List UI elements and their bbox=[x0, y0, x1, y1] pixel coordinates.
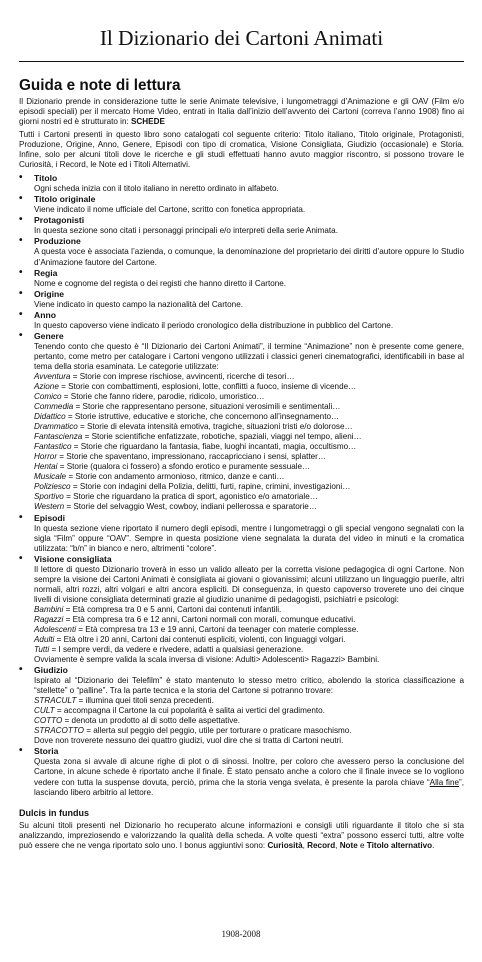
field-origine bbox=[19, 289, 464, 310]
bonus-separator: e bbox=[357, 840, 367, 850]
genre-name: Poliziesco bbox=[34, 482, 71, 492]
dulcis-title: Dulcis in fundus bbox=[19, 807, 90, 818]
level-text: = Età compresa tra 6 e 12 anni, Cartoni normali con morali, comunque educativi. bbox=[63, 614, 356, 624]
field-anno bbox=[19, 310, 464, 331]
judgement-item bbox=[34, 706, 464, 716]
judgement-name: CULT bbox=[34, 706, 55, 716]
dulcis-paragraph bbox=[19, 821, 464, 851]
field-term: • Genere bbox=[34, 330, 64, 341]
genre-name: Fantascienza bbox=[34, 432, 83, 442]
bonus-item: Note bbox=[339, 840, 358, 850]
level-text: = Età compresa tra 0 e 5 anni, Cartoni dai contenuti infantili. bbox=[63, 604, 282, 614]
judgement-name: STRACOTTO bbox=[34, 726, 84, 736]
genre-category bbox=[34, 452, 464, 462]
field-description bbox=[34, 757, 464, 797]
genre-category bbox=[34, 372, 464, 382]
judgement-note: Dove non troverete nessuno dei quattro giudizi, vuol dire che si tratta di Cartoni neutri. bbox=[34, 736, 344, 746]
field-term: • Storia bbox=[34, 746, 59, 757]
genre-category bbox=[34, 502, 464, 512]
field-titolo-originale bbox=[19, 194, 464, 215]
level-name: Ragazzi bbox=[34, 614, 64, 624]
genre-name: Hentai bbox=[34, 462, 58, 472]
field-titolo bbox=[19, 173, 464, 194]
genre-category bbox=[34, 382, 464, 392]
genre-text: = Storie con imprese rischiose, avvincenti, ricerche di tesori… bbox=[70, 371, 295, 381]
field-regia bbox=[19, 268, 464, 289]
bonus-separator: , bbox=[335, 840, 340, 850]
level-name: Bambini bbox=[34, 604, 64, 614]
page-footer: 1908-2008 bbox=[221, 929, 261, 939]
field-description: A questa voce è associata l’azienda, o comunque, la denominazione del proprietario dei diritti d’autore oppure lo Studio d’Animazione fautore del Cartone. bbox=[34, 247, 464, 267]
bonus-separator: , bbox=[302, 840, 308, 850]
judgement-list bbox=[34, 696, 464, 736]
judgement-text: = denota un prodotto al di sotto delle aspettative. bbox=[62, 716, 241, 726]
genre-text: = Storie scientifiche enfatizzate, robotiche, spaziali, viaggi nel tempo, alieni… bbox=[82, 432, 362, 442]
judgement-item bbox=[34, 696, 464, 706]
genre-name: Horror bbox=[34, 452, 58, 462]
schede-label: SCHEDE bbox=[131, 117, 165, 127]
field-term: • Origine bbox=[34, 288, 65, 299]
genre-name: Fantastico bbox=[34, 442, 72, 452]
field-description: In questa sezione viene riportato il numero degli episodi, mentre i lungometraggi o gli special vengono segnalati con la sigla “Film” oppure “OAV”. Sempre in questa posizione viene segnalata la durata del video in minuti e la cromatica utilizzata: “b/n” in bianco e nero, altrimenti “colore”. bbox=[34, 523, 464, 553]
genre-category bbox=[34, 472, 464, 482]
field-term: • Giudizio bbox=[34, 665, 68, 676]
field-term: • Regia bbox=[34, 267, 58, 278]
field-list bbox=[19, 173, 464, 797]
genre-name: Sportivo bbox=[34, 492, 64, 502]
level-name: Adulti bbox=[34, 634, 55, 644]
viewing-level bbox=[34, 645, 464, 655]
intro-paragraph-1 bbox=[19, 97, 464, 127]
genre-category bbox=[34, 402, 464, 412]
genre-category bbox=[34, 412, 464, 422]
field-term: • Anno bbox=[34, 309, 56, 320]
field-giudizio bbox=[19, 665, 464, 746]
field-description: Tenendo conto che questo è “Il Dizionario dei Cartoni Animati”, il termine “Animazione” non è presente come genere, pertanto, come metro per catalogare i Cartoni vengono utilizzati i classici generi cinematografici, identificabili in base al tema della storia esaminata. Le categorie utilizzate: bbox=[34, 341, 464, 371]
genre-category bbox=[34, 482, 464, 492]
viewing-level-list bbox=[34, 605, 464, 655]
genre-text: = Storie con andamento armonioso, ritmico, danze e canti… bbox=[66, 472, 285, 482]
field-visione-consigliata bbox=[19, 554, 464, 665]
header-rule bbox=[19, 61, 464, 62]
field-description: In questa sezione sono citati i personaggi principali e/o interpreti della serie Animata. bbox=[34, 226, 338, 236]
genre-category bbox=[34, 492, 464, 502]
alla-fine-keyword: Alla fine bbox=[429, 777, 460, 787]
field-storia bbox=[19, 746, 464, 797]
genre-category bbox=[34, 392, 464, 402]
field-description: Il lettore di questo Dizionario troverà in esso un valido alleato per la corretta visione pedagogica di ogni Cartone. Non sempre la visione dei Cartoni Animati è consigliata ai giovani o giovanissimi; alcuni utilizzano un linguaggio puerile, altri normali, altri rozzi, altri volgari e altri ancora espliciti. Di conseguenza, in questo capoverso troverete uno dei cinque livelli di visione consigliata determinati grazie al giudizio unanime di pedagogisti, psichiatri e psicologi: bbox=[34, 564, 464, 604]
bonus-item: Curiosità bbox=[267, 840, 303, 850]
field-term: • Titolo bbox=[34, 173, 58, 184]
level-name: Adolescenti bbox=[34, 624, 77, 634]
field-term: • Visione consigliata bbox=[34, 553, 112, 564]
genre-name: Azione bbox=[34, 381, 59, 391]
bonus-item: Record bbox=[307, 840, 336, 850]
intro-paragraph-2: Tutti i Cartoni presenti in questo libro sono catalogati col seguente criterio: Titolo italiano, Titolo originale, Protagonisti, Produzione, Origine, Anno, Genere, Episodi con tipo di cromatica, Visione Consigliata, Giudizio (occasionale) e Storia. Infine, solo per alcuni titoli dove le ricerche e gli studi effettuati hanno avuto maggior riscontro, si possono trovare le Curiosità, i Record, le Note ed i Titoli Alternativi. bbox=[19, 130, 464, 170]
field-description: In questo capoverso viene indicato il periodo cronologico della distribuzione in pubblico del Cartone. bbox=[34, 320, 394, 330]
field-description: Viene indicato in questo campo la nazionalità del Cartone. bbox=[34, 299, 243, 309]
genre-text: = Storie che riguardano la pratica di sport, agonistico e/o amatoriale… bbox=[63, 492, 318, 502]
level-text: = I sempre verdi, da vedere e rivedere, adatti a qualsiasi generazione. bbox=[49, 645, 304, 655]
genre-text: = Storie istruttive, educative e storiche, che concernono all’insegnamento… bbox=[65, 412, 340, 422]
bonus-separator: . bbox=[432, 840, 435, 850]
field-produzione bbox=[19, 236, 464, 267]
genre-text: = Storie (qualora ci fossero) a sfondo erotico e puramente sessuale… bbox=[57, 462, 311, 472]
dulcis-text: Su alcuni titoli presenti nel Dizionario ho recuperato alcune informazioni e consigli utili riguardante il titolo che si sta analizzando, impreziosendo e valorizzando la qualità della scheda. A volte questi “extra” possono esserci tutti, altre volte può essere che ne venga riportato solo uno. I bonus aggiuntivi sono: bbox=[19, 820, 464, 850]
judgement-item bbox=[34, 726, 464, 736]
genre-name: Musicale bbox=[34, 472, 67, 482]
storia-text-start: Questa zona si avvale di alcune righe di plot o di sinossi. Inoltre, per coloro che avessero perso la conclusione del Cartone, in alcune schede è riportato anche il finale. È stato pensato anche a coloro che il finale invece se lo vogliono vedere con tutta la suspense dovuta, perciò, prima che la storia venga svelata, è presente la parola chiave “ bbox=[34, 757, 464, 787]
genre-text: = Storie di elevata intensità emotiva, tragiche, situazioni tristi e/o dolorose… bbox=[77, 422, 353, 432]
viewing-level bbox=[34, 615, 464, 625]
bonus-item: Titolo alternativo bbox=[366, 840, 433, 850]
genre-text: = Storie con combattimenti, esplosioni, lotte, conflitti a fuoco, insieme di vicende… bbox=[58, 381, 357, 391]
judgement-item bbox=[34, 716, 464, 726]
field-genere bbox=[19, 331, 464, 513]
level-text: = Età compresa tra 13 e 19 anni, Cartoni da teenager con materie complesse. bbox=[76, 624, 359, 634]
field-term: • Episodi bbox=[34, 512, 66, 523]
viewing-level bbox=[34, 635, 464, 645]
viewing-level bbox=[34, 605, 464, 615]
genre-text: = Storie che fanno ridere, parodie, ridicolo, umoristico… bbox=[61, 391, 265, 401]
judgement-name: COTTO bbox=[34, 716, 63, 726]
genre-name: Commedia bbox=[34, 401, 74, 411]
genre-name: Comico bbox=[34, 391, 62, 401]
level-name: Tutti bbox=[34, 645, 50, 655]
genre-category bbox=[34, 432, 464, 442]
genre-name: Avventura bbox=[34, 371, 71, 381]
genre-text: = Storie che riguardano la fantasia, fiabe, luoghi incantati, magia, occultismo… bbox=[71, 442, 357, 452]
genre-text: = Storie che spaventano, impressionano, raccapricciano i sensi, splatter… bbox=[57, 452, 326, 462]
genre-name: Drammatico bbox=[34, 422, 78, 432]
field-protagonisti bbox=[19, 215, 464, 236]
section-title: Guida e note di lettura bbox=[19, 77, 181, 94]
field-term: • Titolo originale bbox=[34, 194, 96, 205]
viewing-scale-note: Ovviamente è sempre valida la scala inversa di visione: Adulti> Adolescenti> Ragazzi> Bambini. bbox=[34, 655, 380, 665]
genre-text: = Storie del selvaggio West, cowboy, indiani pellerossa e sparatorie… bbox=[64, 502, 317, 512]
field-description: Ogni scheda inizia con il titolo italiano in neretto ordinato in alfabeto. bbox=[34, 184, 279, 194]
genre-text: = Storie con indagini della Polizia, delitti, furti, rapine, crimini, investigazioni… bbox=[70, 482, 351, 492]
genre-text: = Storie che rappresentano persone, situazioni verosimili e sentimentali… bbox=[73, 401, 341, 411]
judgement-text: = allerta sul peggio del peggio, utile per torturare o praticare masochismo. bbox=[83, 726, 352, 736]
field-episodi bbox=[19, 513, 464, 554]
judgement-text: = illumina quei titoli senza precedenti. bbox=[76, 696, 214, 706]
field-description: Viene indicato il nome ufficiale del Cartone, scritto con fonetica appropriata. bbox=[34, 205, 306, 215]
field-term: • Protagonisti bbox=[34, 215, 85, 226]
intro-text: Il Dizionario prende in considerazione tutte le serie Animate televisive, i lungometraggi d’Animazione e gli OAV (Film e/o episodi speciali) per il mercato Home Video, entrati in Italia dall’inizio dell’avvento dei Cartoni (correva l’anno 1908) fino ai giorni nostri ed è strutturato in: bbox=[19, 97, 464, 127]
viewing-level bbox=[34, 625, 464, 635]
genre-category bbox=[34, 462, 464, 472]
genre-category bbox=[34, 422, 464, 432]
storia-text-end: ”, lasciando libero arbitrio al lettore. bbox=[34, 777, 464, 797]
level-text: = Età oltre i 20 anni, Cartoni dai contenuti espliciti, violenti, con linguaggi volgari. bbox=[54, 634, 346, 644]
book-title: Il Dizionario dei Cartoni Animati bbox=[99, 26, 384, 50]
genre-name: Didattico bbox=[34, 412, 66, 422]
judgement-text: = accompagna il Cartone la cui popolarità è salita ai vertici del gradimento. bbox=[54, 706, 325, 716]
genre-category-list bbox=[34, 372, 464, 513]
judgement-name: STRACULT bbox=[34, 696, 77, 706]
field-description: Ispirato al “Dizionario dei Telefilm” è stato mantenuto lo stesso metro critico, abolendo la storica classificazione a “stellette” o “palline”. Tra la parte tecnica e la storia del Cartone si potranno trovare: bbox=[34, 676, 464, 696]
field-term: • Produzione bbox=[34, 236, 81, 247]
genre-category bbox=[34, 442, 464, 452]
field-description: Nome e cognome del regista o dei registi che hanno diretto il Cartone. bbox=[34, 278, 287, 288]
genre-name: Western bbox=[34, 502, 65, 512]
